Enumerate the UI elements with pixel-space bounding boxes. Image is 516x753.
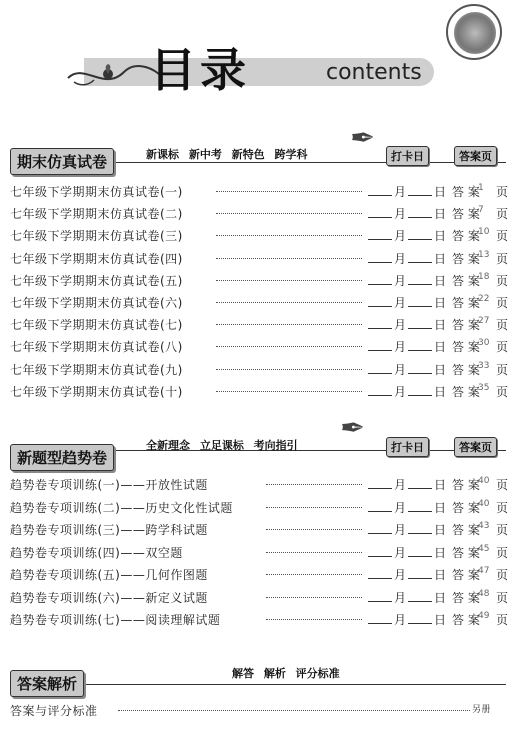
toc-row xyxy=(10,497,509,517)
day-label: 日 xyxy=(434,340,447,355)
page-unit: 页 xyxy=(496,273,509,288)
month-blank xyxy=(368,350,392,351)
entry-title: 七年级下学期期末仿真试卷(一) xyxy=(10,185,183,199)
month-blank xyxy=(368,306,392,307)
day-blank xyxy=(408,623,432,624)
entry-title: 趋势卷专项训练(四)——双空题 xyxy=(10,545,183,560)
month-blank xyxy=(368,623,392,624)
day-blank xyxy=(408,306,432,307)
answer-page-number: 10 xyxy=(478,227,490,238)
day-blank xyxy=(408,578,432,579)
toc-row xyxy=(10,181,509,201)
day-label: 日 xyxy=(434,568,447,582)
toc-row xyxy=(10,359,509,379)
answer-page-number: 18 xyxy=(478,271,490,282)
month-blank xyxy=(368,239,392,240)
entry-title: 趋势卷专项训练(三)——跨学科试题 xyxy=(10,523,208,537)
month-blank xyxy=(368,578,392,579)
leaf-emblem-icon xyxy=(454,12,496,54)
toc-row xyxy=(10,248,509,268)
day-blank xyxy=(408,217,432,218)
entry-title: 七年级下学期期末仿真试卷(十) xyxy=(10,384,183,399)
day-blank xyxy=(408,239,432,240)
month-label: 月 xyxy=(394,318,407,333)
month-blank xyxy=(368,395,392,396)
list-item xyxy=(10,700,506,720)
page-unit: 页 xyxy=(496,185,509,199)
page-unit: 页 xyxy=(496,384,509,399)
page-unit: 页 xyxy=(496,340,509,355)
answer-page-number: 30 xyxy=(478,338,490,349)
month-label: 月 xyxy=(394,568,407,582)
day-label: 日 xyxy=(434,318,447,333)
section-tab-answers: 答案解析 xyxy=(10,670,84,697)
toc-row xyxy=(10,474,509,494)
toc-row xyxy=(10,381,509,401)
month-label: 月 xyxy=(394,500,407,515)
answer-label: 答 案 xyxy=(452,296,480,310)
page-unit: 页 xyxy=(496,207,509,222)
entry-title: 七年级下学期期末仿真试卷(六) xyxy=(10,296,183,310)
section-tab-trend: 新题型趋势卷 xyxy=(10,444,114,471)
month-label: 月 xyxy=(394,251,407,266)
answer-label: 答 案 xyxy=(452,384,480,399)
month-blank xyxy=(368,511,392,512)
answer-page-number: 33 xyxy=(478,360,490,371)
page-unit: 页 xyxy=(496,362,509,377)
toc-row xyxy=(10,542,509,562)
answer-label: 答 案 xyxy=(452,318,480,333)
day-label: 日 xyxy=(434,273,447,288)
entry-title: 答案与评分标准 xyxy=(10,704,98,718)
answer-label: 答 案 xyxy=(452,273,480,288)
day-blank xyxy=(408,556,432,557)
day-blank xyxy=(408,511,432,512)
page-title-en: contents xyxy=(326,60,422,85)
punch-date-badge: 打卡日 xyxy=(386,437,429,457)
answer-page-number: 22 xyxy=(478,294,490,304)
day-blank xyxy=(408,373,432,374)
section-tab-final-exam: 期末仿真试卷 xyxy=(10,148,114,175)
page-unit: 页 xyxy=(496,251,509,266)
leader-dots xyxy=(216,213,362,214)
day-label: 日 xyxy=(434,251,447,266)
day-label: 日 xyxy=(434,362,447,377)
month-label: 月 xyxy=(394,340,407,355)
leader-dots xyxy=(266,484,362,485)
month-blank xyxy=(368,217,392,218)
day-label: 日 xyxy=(434,478,447,492)
entry-title: 七年级下学期期末仿真试卷(三) xyxy=(10,229,183,244)
entry-title: 七年级下学期期末仿真试卷(八) xyxy=(10,340,183,355)
answer-page-number: 49 xyxy=(478,611,490,621)
toc-row xyxy=(10,225,509,245)
answer-page-badge: 答案页 xyxy=(454,146,497,166)
toc-row xyxy=(10,519,509,539)
month-label: 月 xyxy=(394,523,407,537)
section-tagline: 解答 解析 评分标准 xyxy=(232,667,340,680)
answer-label: 答 案 xyxy=(452,185,480,199)
answer-page-number: 43 xyxy=(478,521,490,531)
month-label: 月 xyxy=(394,229,407,244)
entry-title: 七年级下学期期末仿真试卷(四) xyxy=(10,251,183,266)
day-label: 日 xyxy=(434,229,447,244)
punch-date-badge: 打卡日 xyxy=(386,146,429,166)
answer-page-number: 40 xyxy=(478,498,490,509)
day-blank xyxy=(408,533,432,534)
answer-label: 答 案 xyxy=(452,251,480,266)
month-label: 月 xyxy=(394,613,407,627)
leader-dots xyxy=(216,346,362,347)
leader-dots xyxy=(266,574,362,575)
toc-row xyxy=(10,609,509,629)
month-blank xyxy=(368,328,392,329)
day-blank xyxy=(408,488,432,489)
leader-dots xyxy=(216,302,362,303)
leader-dots xyxy=(266,552,362,553)
answer-page-number: 7 xyxy=(478,205,484,216)
day-label: 日 xyxy=(434,523,447,537)
quill-icon: ✒ xyxy=(340,411,366,446)
month-blank xyxy=(368,373,392,374)
ornament-icon xyxy=(64,52,164,92)
entry-note: 另册 xyxy=(472,705,492,715)
month-label: 月 xyxy=(394,362,407,377)
answer-label: 答 案 xyxy=(452,613,480,627)
entry-title: 七年级下学期期末仿真试卷(九) xyxy=(10,362,183,377)
entry-title: 趋势卷专项训练(二)——历史文化性试题 xyxy=(10,500,233,515)
entry-title: 趋势卷专项训练(一)——开放性试题 xyxy=(10,478,208,492)
day-blank xyxy=(408,395,432,396)
answer-label: 答 案 xyxy=(452,590,480,605)
day-blank xyxy=(408,195,432,196)
entry-title: 趋势卷专项训练(五)——几何作图题 xyxy=(10,568,208,582)
month-blank xyxy=(368,284,392,285)
month-label: 月 xyxy=(394,590,407,605)
month-blank xyxy=(368,488,392,489)
page-unit: 页 xyxy=(496,590,509,605)
toc-row xyxy=(10,292,509,312)
page-unit: 页 xyxy=(496,545,509,560)
answer-page-number: 35 xyxy=(478,382,490,393)
day-label: 日 xyxy=(434,613,447,627)
section-tagline: 全新理念 立足课标 考向指引 xyxy=(146,439,298,452)
answer-label: 答 案 xyxy=(452,568,480,582)
answer-label: 答 案 xyxy=(452,478,480,492)
month-label: 月 xyxy=(394,273,407,288)
day-label: 日 xyxy=(434,296,447,310)
leader-dots xyxy=(118,710,470,711)
page-title: 目录 xyxy=(150,43,250,97)
page-unit: 页 xyxy=(496,568,509,582)
page-unit: 页 xyxy=(496,229,509,244)
page-unit: 页 xyxy=(496,523,509,537)
page-unit: 页 xyxy=(496,613,509,627)
section-divider xyxy=(10,684,506,685)
day-label: 日 xyxy=(434,590,447,605)
leader-dots xyxy=(216,235,362,236)
day-blank xyxy=(408,328,432,329)
leader-dots xyxy=(266,529,362,530)
entry-title: 七年级下学期期末仿真试卷(七) xyxy=(10,318,183,333)
quill-icon: ✒ xyxy=(350,121,376,156)
day-label: 日 xyxy=(434,384,447,399)
entry-title: 趋势卷专项训练(七)——阅读理解试题 xyxy=(10,613,221,627)
leader-dots xyxy=(266,597,362,598)
answer-page-number: 1 xyxy=(478,183,484,193)
answer-label: 答 案 xyxy=(452,523,480,537)
answer-page-number: 13 xyxy=(478,249,490,260)
month-blank xyxy=(368,195,392,196)
answer-page-number: 47 xyxy=(478,566,490,576)
leader-dots xyxy=(216,391,362,392)
day-blank xyxy=(408,601,432,602)
leader-dots xyxy=(216,369,362,370)
answer-page-badge: 答案页 xyxy=(454,437,497,457)
month-blank xyxy=(368,556,392,557)
day-blank xyxy=(408,284,432,285)
answer-page-number: 27 xyxy=(478,316,490,327)
day-label: 日 xyxy=(434,185,447,199)
page-unit: 页 xyxy=(496,478,509,492)
toc-row xyxy=(10,270,509,290)
day-blank xyxy=(408,350,432,351)
answer-page-number: 40 xyxy=(478,476,490,486)
answer-label: 答 案 xyxy=(452,545,480,560)
month-label: 月 xyxy=(394,545,407,560)
leader-dots xyxy=(216,258,362,259)
month-blank xyxy=(368,533,392,534)
answer-page-number: 45 xyxy=(478,543,490,554)
entry-title: 七年级下学期期末仿真试卷(五) xyxy=(10,273,183,288)
page-unit: 页 xyxy=(496,318,509,333)
answer-page-number: 48 xyxy=(478,588,490,599)
toc-row xyxy=(10,314,509,334)
leader-dots xyxy=(266,507,362,508)
month-label: 月 xyxy=(394,296,407,310)
toc-row xyxy=(10,564,509,584)
publisher-logo xyxy=(446,4,502,60)
answer-label: 答 案 xyxy=(452,340,480,355)
toc-row xyxy=(10,587,509,607)
month-label: 月 xyxy=(394,207,407,222)
answer-label: 答 案 xyxy=(452,500,480,515)
leader-dots xyxy=(216,280,362,281)
month-blank xyxy=(368,262,392,263)
toc-row xyxy=(10,203,509,223)
page-unit: 页 xyxy=(496,500,509,515)
month-label: 月 xyxy=(394,185,407,199)
answer-label: 答 案 xyxy=(452,362,480,377)
toc-row xyxy=(10,336,509,356)
leader-dots xyxy=(216,324,362,325)
section-tagline: 新课标 新中考 新特色 跨学科 xyxy=(146,148,308,161)
answer-label: 答 案 xyxy=(452,207,480,222)
leader-dots xyxy=(266,619,362,620)
entry-title: 七年级下学期期末仿真试卷(二) xyxy=(10,207,183,222)
month-label: 月 xyxy=(394,478,407,492)
day-label: 日 xyxy=(434,545,447,560)
answer-label: 答 案 xyxy=(452,229,480,244)
month-blank xyxy=(368,601,392,602)
entry-title: 趋势卷专项训练(六)——新定义试题 xyxy=(10,590,208,605)
day-blank xyxy=(408,262,432,263)
page-unit: 页 xyxy=(496,296,509,310)
day-label: 日 xyxy=(434,500,447,515)
leader-dots xyxy=(216,191,362,192)
month-label: 月 xyxy=(394,384,407,399)
day-label: 日 xyxy=(434,207,447,222)
